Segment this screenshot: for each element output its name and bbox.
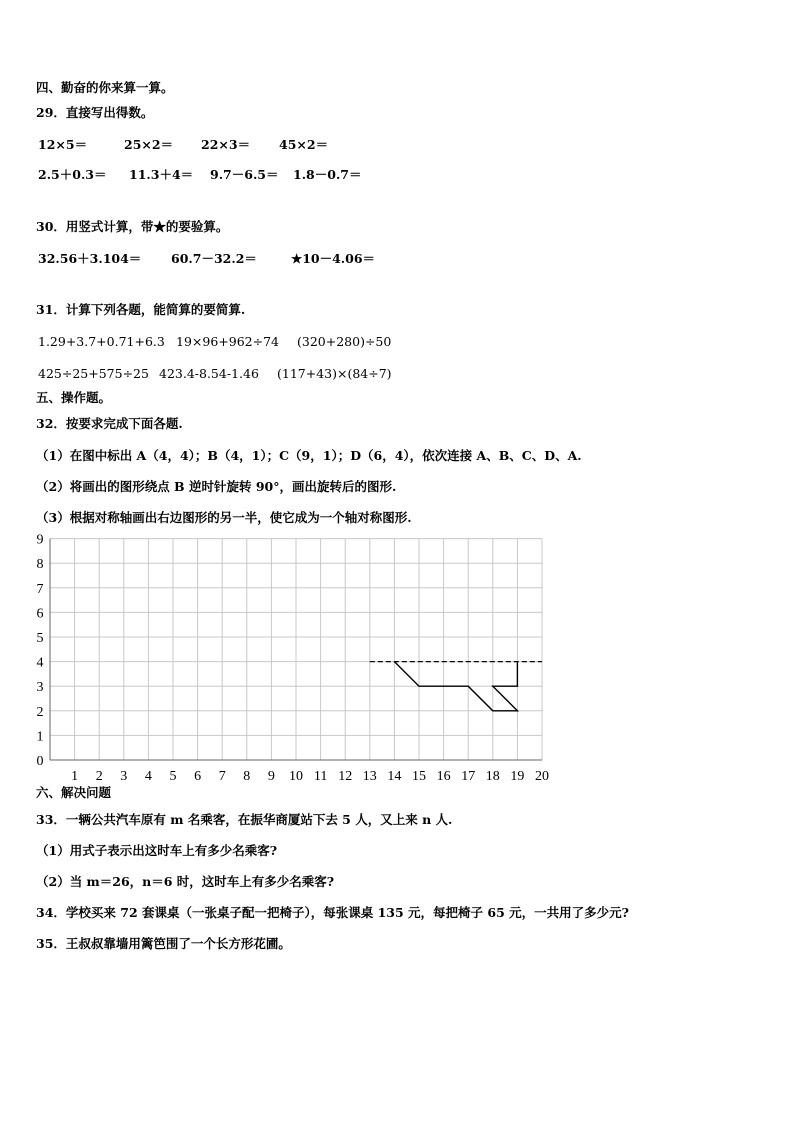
q30-expr: 60.7－32.2＝ xyxy=(171,251,257,266)
x-tick-label: 2 xyxy=(95,769,103,784)
q31-expr: 1.29+3.7+0.71+6.3 xyxy=(38,334,165,349)
q29-expr: 22×3＝ xyxy=(201,137,251,152)
q29-expr: 1.8－0.7＝ xyxy=(293,167,362,182)
coordinate-grid-svg xyxy=(30,530,560,790)
x-tick-label: 20 xyxy=(535,769,549,784)
x-tick-label: 18 xyxy=(485,769,500,784)
q32-title: 32．按要求完成下面各题. xyxy=(36,416,183,431)
q31-expr: (117+43)×(84÷7) xyxy=(277,366,392,381)
q29-expr: 11.3＋4＝ xyxy=(129,167,194,182)
q30-title: 30．用竖式计算，带★的要验算。 xyxy=(36,219,229,234)
x-tick-label: 1 xyxy=(71,769,79,784)
x-tick-label: 11 xyxy=(313,769,328,784)
y-tick-label: 4 xyxy=(36,655,44,671)
x-tick-label: 12 xyxy=(338,769,353,784)
q33-title: 33．一辆公共汽车原有 m 名乘客，在振华商厦站下去 5 人，又上来 n 人. xyxy=(36,812,453,827)
y-tick-label: 5 xyxy=(36,631,44,646)
coordinate-grid xyxy=(30,530,560,790)
x-tick-label: 5 xyxy=(169,769,177,784)
y-tick-label: 7 xyxy=(36,581,44,597)
q31-title: 31．计算下列各题，能简算的要简算. xyxy=(36,302,246,317)
x-tick-label: 10 xyxy=(289,769,303,784)
section-six-title: 六、解决问题 xyxy=(36,785,112,800)
q33-sub-1: （1）用式子表示出这时车上有多少名乘客? xyxy=(36,843,278,858)
y-tick-label: 8 xyxy=(36,557,44,573)
y-tick-label: 1 xyxy=(36,729,44,745)
x-tick-label: 13 xyxy=(362,769,377,784)
y-tick-label: 3 xyxy=(36,680,44,696)
q29-expr: 2.5＋0.3＝ xyxy=(38,167,107,182)
q32-sub-3: （3）根据对称轴画出右边图形的另一半，使它成为一个轴对称图形. xyxy=(36,510,412,525)
q32-sub-2: （2）将画出的图形绕点 B 逆时针旋转 90°，画出旋转后的图形. xyxy=(36,479,397,494)
x-tick-label: 3 xyxy=(120,769,128,784)
x-tick-label: 6 xyxy=(194,769,202,784)
y-tick-label: 0 xyxy=(36,754,44,769)
q34-title: 34．学校买来 72 套课桌（一张桌子配一把椅子），每张课桌 135 元，每把椅子 65 元，一共用了多少元? xyxy=(36,905,629,920)
q31-expr: 423.4-8.54-1.46 xyxy=(159,366,259,381)
q29-expr: 9.7－6.5＝ xyxy=(210,167,279,182)
q31-expr: (320+280)÷50 xyxy=(297,334,392,349)
q35-title: 35．王叔叔靠墙用篱笆围了一个长方形花圃。 xyxy=(36,936,291,951)
q29-expr: 25×2＝ xyxy=(124,137,174,152)
section-four-title: 四、勤奋的你来算一算。 xyxy=(36,80,174,95)
q33-sub-2: （2）当 m＝26，n＝6 时，这时车上有多少名乘客? xyxy=(36,874,335,889)
q31-expr: 425÷25+575÷25 xyxy=(38,366,149,381)
x-tick-label: 16 xyxy=(436,769,451,784)
q30-expr: 32.56＋3.104＝ xyxy=(38,251,142,266)
x-tick-label: 4 xyxy=(144,769,152,784)
x-tick-label: 9 xyxy=(267,769,275,784)
q30-expr: ★10－4.06＝ xyxy=(291,251,376,266)
q29-expr: 12×5＝ xyxy=(38,137,88,152)
q32-sub-1: （1）在图中标出 A（4，4）；B（4，1）；C（9，1）；D（6，4），依次连接 A、B、C、D、A. xyxy=(36,448,582,463)
q29-expr: 45×2＝ xyxy=(279,137,329,152)
x-tick-label: 7 xyxy=(218,769,226,784)
q29-title: 29．直接写出得数。 xyxy=(36,105,154,120)
x-tick-label: 14 xyxy=(387,769,402,784)
x-tick-label: 17 xyxy=(461,769,476,784)
x-tick-label: 19 xyxy=(510,769,525,784)
y-tick-label: 9 xyxy=(36,532,44,548)
y-tick-label: 6 xyxy=(36,606,44,622)
y-tick-label: 2 xyxy=(36,704,44,720)
section-five-title: 五、操作题。 xyxy=(36,390,112,405)
q31-expr: 19×96+962÷74 xyxy=(176,334,279,349)
x-tick-label: 15 xyxy=(412,769,426,784)
x-tick-label: 8 xyxy=(243,769,251,784)
